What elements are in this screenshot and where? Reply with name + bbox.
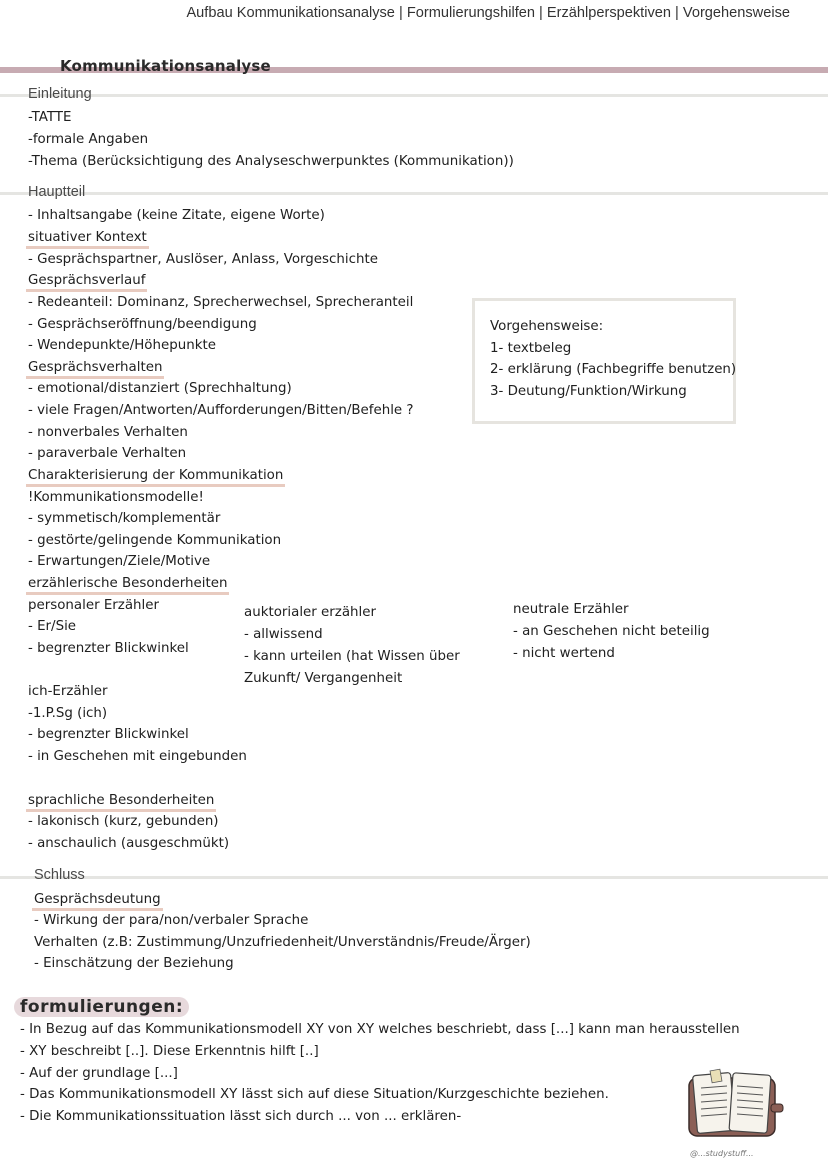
ich-item: - begrenzter Blickwinkel	[28, 727, 189, 742]
verhalten-item: - viele Fragen/Antworten/Aufforderungen/Bitten/Befehle ?	[28, 403, 414, 418]
formulierung-item: - In Bezug auf das Kommunikationsmodell XY von XY welches beschriebt, dass [...] kann man herausstellen	[20, 1022, 740, 1037]
verlauf-heading	[28, 270, 147, 292]
verhalten-heading-text: Gesprächsverhalten	[26, 357, 164, 379]
schluss-heading-text: Gesprächsdeutung	[32, 889, 163, 911]
sprachlich-heading	[28, 790, 216, 812]
page-header: Aufbau Kommunikationsanalyse | Formulierungshilfen | Erzählperspektiven | Vorgehensweise	[186, 5, 790, 21]
vorgehen-title: Vorgehensweise:	[490, 319, 604, 334]
personal-item: - begrenzter Blickwinkel	[28, 641, 189, 656]
erzaehl-heading	[28, 573, 229, 595]
neutral-item: - an Geschehen nicht beteilig	[513, 624, 710, 639]
vorgehen-item: 2- erklärung (Fachbegriffe benutzen)	[490, 362, 737, 377]
formulierung-item: - Auf der grundlage [...]	[20, 1066, 178, 1081]
charakter-heading	[28, 465, 285, 487]
formulierungen-heading-text: formulierungen:	[14, 997, 189, 1017]
verlauf-item: - Redeanteil: Dominanz, Sprecherwechsel, Sprecheranteil	[28, 295, 414, 310]
personal-title: personaler Erzähler	[28, 598, 159, 613]
verhalten-item: - paraverbale Verhalten	[28, 446, 187, 461]
formulierung-item: - Die Kommunikationssituation lässt sich durch ... von ... erklären-	[20, 1109, 462, 1124]
situativ-heading-text: situativer Kontext	[26, 227, 149, 249]
formulierung-item: - XY beschreibt [..]. Diese Erkenntnis hilft [..]	[20, 1044, 319, 1059]
verhalten-item: - emotional/distanziert (Sprechhaltung)	[28, 381, 292, 396]
auktorial-item: - allwissend	[244, 627, 323, 642]
personal-item: - Er/Sie	[28, 619, 77, 634]
watermark: @...studystuff...	[690, 1149, 754, 1158]
schluss-label: Schluss	[34, 867, 85, 883]
einleitung-item: -Thema (Berücksichtigung des Analyseschwerpunktes (Kommunikation))	[28, 154, 514, 169]
neutral-item: - nicht wertend	[513, 646, 615, 661]
schluss-item: - Einschätzung der Beziehung	[34, 956, 234, 971]
einleitung-rule	[0, 94, 828, 97]
schluss-item: - Wirkung der para/non/verbaler Sprache	[34, 913, 309, 928]
verlauf-heading-text: Gesprächsverlauf	[26, 270, 147, 292]
charakter-heading-text: Charakterisierung der Kommunikation	[26, 465, 285, 487]
charakter-item: !Kommunikationsmodelle!	[28, 490, 204, 505]
vorgehen-item: 3- Deutung/Funktion/Wirkung	[490, 384, 687, 399]
charakter-item: - gestörte/gelingende Kommunikation	[28, 533, 282, 548]
charakter-item: - symmetisch/komplementär	[28, 511, 221, 526]
situativ-item: - Gesprächspartner, Auslöser, Anlass, Vorgeschichte	[28, 252, 378, 267]
hauptteil-label: Hauptteil	[28, 184, 86, 200]
sprachlich-item: - anschaulich (ausgeschmükt)	[28, 836, 230, 851]
main-title: Kommunikationsanalyse	[60, 57, 271, 75]
auktorial-item: Zukunft/ Vergangenheit	[244, 671, 403, 686]
verlauf-item: - Gesprächseröffnung/beendigung	[28, 317, 257, 332]
verhalten-item: - nonverbales Verhalten	[28, 425, 188, 440]
einleitung-item: -TATTE	[28, 110, 72, 125]
neutral-title: neutrale Erzähler	[513, 602, 629, 617]
formulierung-item: - Das Kommunikationsmodell XY lässt sich auf diese Situation/Kurzgeschichte beziehen.	[20, 1087, 609, 1102]
hauptteil-rule	[0, 192, 828, 195]
formulierungen-heading	[20, 997, 189, 1017]
situativ-heading	[28, 227, 149, 249]
verhalten-heading	[28, 357, 164, 379]
ich-title: ich-Erzähler	[28, 684, 108, 699]
ich-item: - in Geschehen mit eingebunden	[28, 749, 247, 764]
schluss-rule	[0, 876, 828, 879]
vorgehen-item: 1- textbeleg	[490, 341, 572, 356]
hauptteil-intro: - Inhaltsangabe (keine Zitate, eigene Worte)	[28, 208, 325, 223]
sprachlich-heading-text: sprachliche Besonderheiten	[26, 790, 216, 812]
sprachlich-item: - lakonisch (kurz, gebunden)	[28, 814, 219, 829]
auktorial-item: - kann urteilen (hat Wissen über	[244, 649, 460, 664]
schluss-heading	[34, 889, 163, 911]
charakter-item: - Erwartungen/Ziele/Motive	[28, 554, 211, 569]
einleitung-item: -formale Angaben	[28, 132, 149, 147]
planner-sticker-icon	[683, 1068, 793, 1153]
ich-item: -1.P.Sg (ich)	[28, 706, 108, 721]
auktorial-title: auktorialer erzähler	[244, 605, 376, 620]
schluss-item: Verhalten (z.B: Zustimmung/Unzufriedenheit/Unverständnis/Freude/Ärger)	[34, 935, 531, 950]
erzaehl-heading-text: erzählerische Besonderheiten	[26, 573, 229, 595]
einleitung-label: Einleitung	[28, 86, 92, 102]
verlauf-item: - Wendepunkte/Höhepunkte	[28, 338, 216, 353]
